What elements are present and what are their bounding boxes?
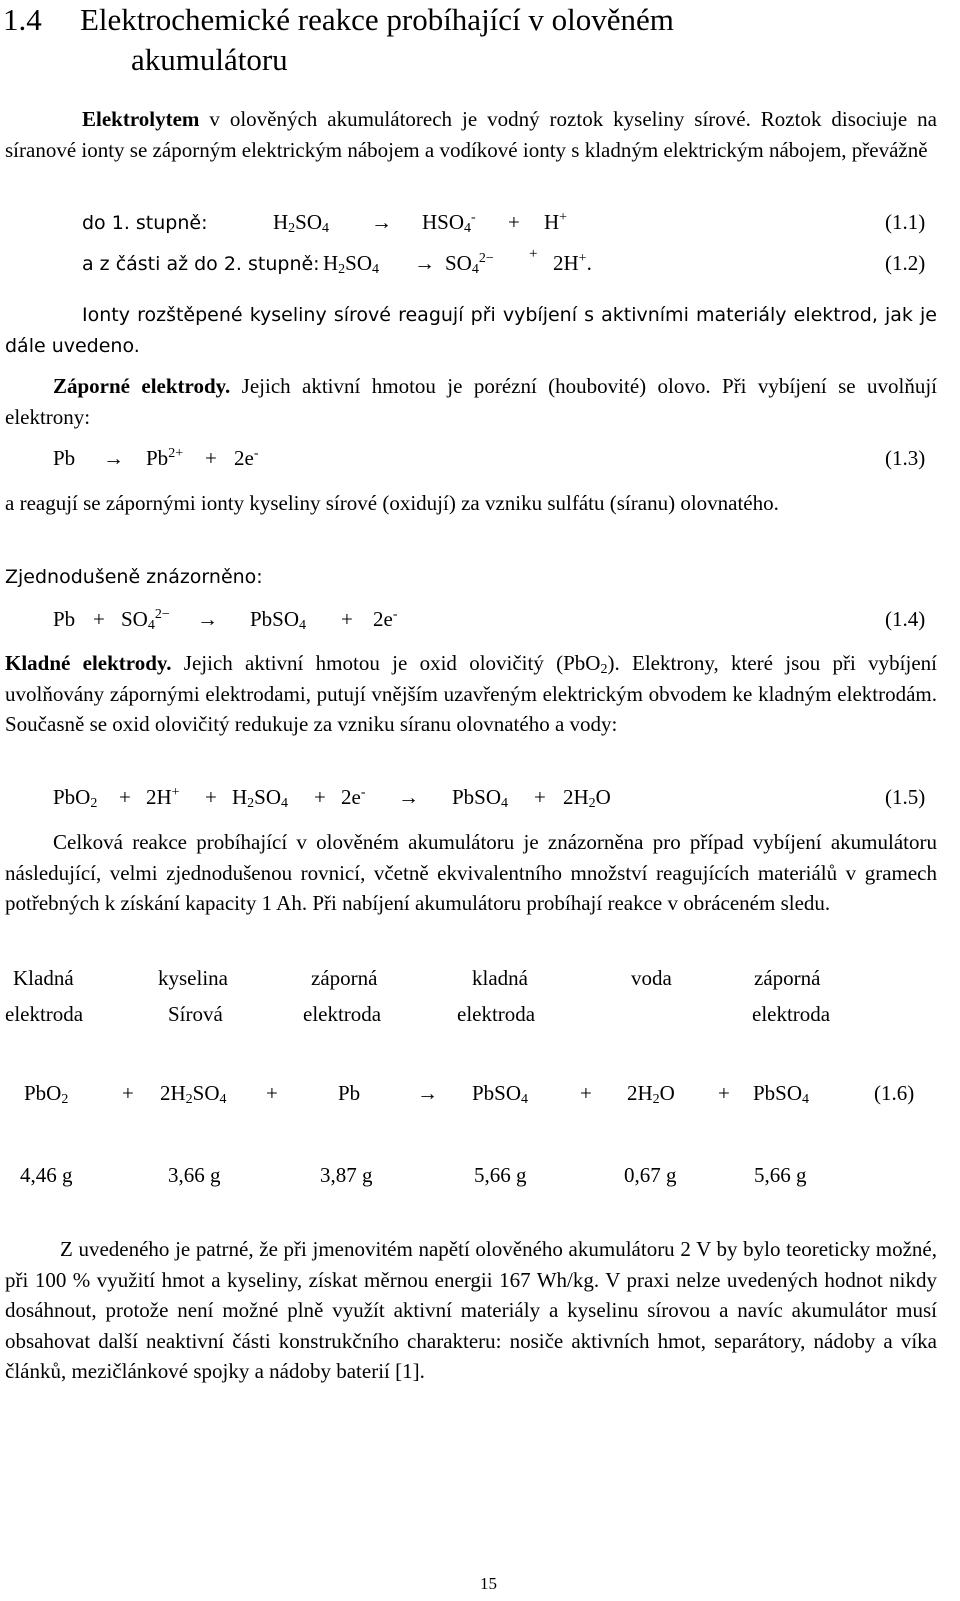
table-cell: kyselina bbox=[158, 966, 228, 990]
table-cell: voda bbox=[631, 966, 672, 990]
paragraph-overall-reaction: Celková reakce probíhající v olověném akumulátoru je znázorněna pro případ vybíjení akumulátoru následující, velmi zjednodušenou rovnicí, včetně ekvivalentního množství reagujících materiálů v gramech potřebných k získání kapacity 1 Ah. Při nabíjení akumulátoru probíhají reakce v obráceném sledu. bbox=[5, 830, 937, 915]
table-cell: Kladná bbox=[13, 966, 74, 990]
table-cell: elektroda bbox=[303, 1002, 382, 1026]
table-cell: 0,67 g bbox=[624, 1163, 677, 1187]
table-cell: elektroda bbox=[752, 1002, 831, 1026]
equation-1-2: a z části až do 2. stupně: $H_2SO_4$ → $SO_4^{2-}$ + 2H+. (1.2) bbox=[82, 246, 926, 277]
paragraph-ions: Ionty rozštěpené kyseliny sírové reagují při vybíjení s aktivními materiály elektrod, jak je dále uvedeno. bbox=[5, 304, 937, 357]
table-cell: elektroda bbox=[5, 1002, 84, 1026]
equation-1-6: PbO$_2$ + $2H_2SO_4$ + Pb → PbSO$_4$ + $2H_2O$ + PbSO$_4$ (1.6) bbox=[24, 1081, 915, 1107]
equation-1-4: Pb + $SO_4^{2-}$ → PbSO$_4$ + 2e- (1.4) bbox=[53, 607, 926, 633]
paragraph-electrolyte: Elektrolytem v olověných akumulátorech je vodný roztok kyseliny sírové. Roztok disociuje na síranové ionty se záporným elektrickým nábojem a vodíkové ionty s kladným elektrickým nábojem, převážně bbox=[5, 107, 937, 162]
table-cell: 5,66 g bbox=[474, 1163, 527, 1187]
table-cell: 5,66 g bbox=[754, 1163, 807, 1187]
table-cell: 4,46 g bbox=[20, 1163, 73, 1187]
table-cell: 3,66 g bbox=[168, 1163, 221, 1187]
table-cell: záporná bbox=[311, 966, 378, 990]
paragraph-positive-electrodes: Kladné elektrody. Jejich aktivní hmotou je oxid olovičitý (PbO$_2$). Elektrony, které jsou při vybíjení uvolňovány zápornými elektrodami, putují vnějším uzavřeným elektrickým obvodem ke kladným elektrodám. Současně se oxid olovičitý redukuje za vzniku síranu olovnatého a vody: bbox=[5, 651, 937, 736]
table-cell: kladná bbox=[472, 966, 528, 990]
equation-1-3: Pb → $Pb^{2+}$ + 2e- (1.3) bbox=[53, 446, 926, 470]
equation-1-1: do 1. stupně: $H_2SO_4$ → $HSO_4^-$ + H+ (1.1) bbox=[82, 210, 926, 236]
section-title-line1: Elektrochemické reakce probíhající v olověném bbox=[80, 2, 674, 37]
paragraph-sulfate: a reagují se zápornými ionty kyseliny sírové (oxidují) za vzniku sulfátu (síranu) olovnatého. bbox=[5, 491, 779, 515]
table-cell: Sírová bbox=[168, 1002, 223, 1026]
section-title-line2: akumulátoru bbox=[131, 42, 288, 77]
page-number: 15 bbox=[480, 1574, 497, 1593]
paragraph-simplified: Zjednodušeně znázorněno: bbox=[5, 566, 263, 588]
equation-1-5: PbO$_2$ + 2H+ + $H_2SO_4$ + 2e- → PbSO$_4$ + $2H_2O$ (1.5) bbox=[53, 785, 926, 811]
table-cell: záporná bbox=[754, 966, 821, 990]
paragraph-negative-electrodes: Záporné elektrody. Jejich aktivní hmotou je porézní (houbovité) olovo. Při vybíjení se uvolňují elektrony: bbox=[5, 374, 937, 429]
table-cell: elektroda bbox=[457, 1002, 536, 1026]
section-number: 1.4 bbox=[3, 2, 42, 37]
table-cell: 3,87 g bbox=[320, 1163, 373, 1187]
paragraph-conclusion: Z uvedeného je patrné, že při jmenovitém napětí olověného akumulátoru 2 V by bylo teoreticky možné, při 100 % využití hmot a kyseliny, získat měrnou energii 167 Wh/kg. V praxi nelze uvedených hodnot nikdy dosáhnout, protože není možné plně využít aktivní materiály a kyselinu sírovou a navíc akumulátor musí obsahovat další neaktivní části konstrukčního charakteru: nosiče aktivních hmot, separátory, nádoby a víka článků, mezičlánkové spojky a nádoby baterií [1]. bbox=[5, 1237, 937, 1383]
